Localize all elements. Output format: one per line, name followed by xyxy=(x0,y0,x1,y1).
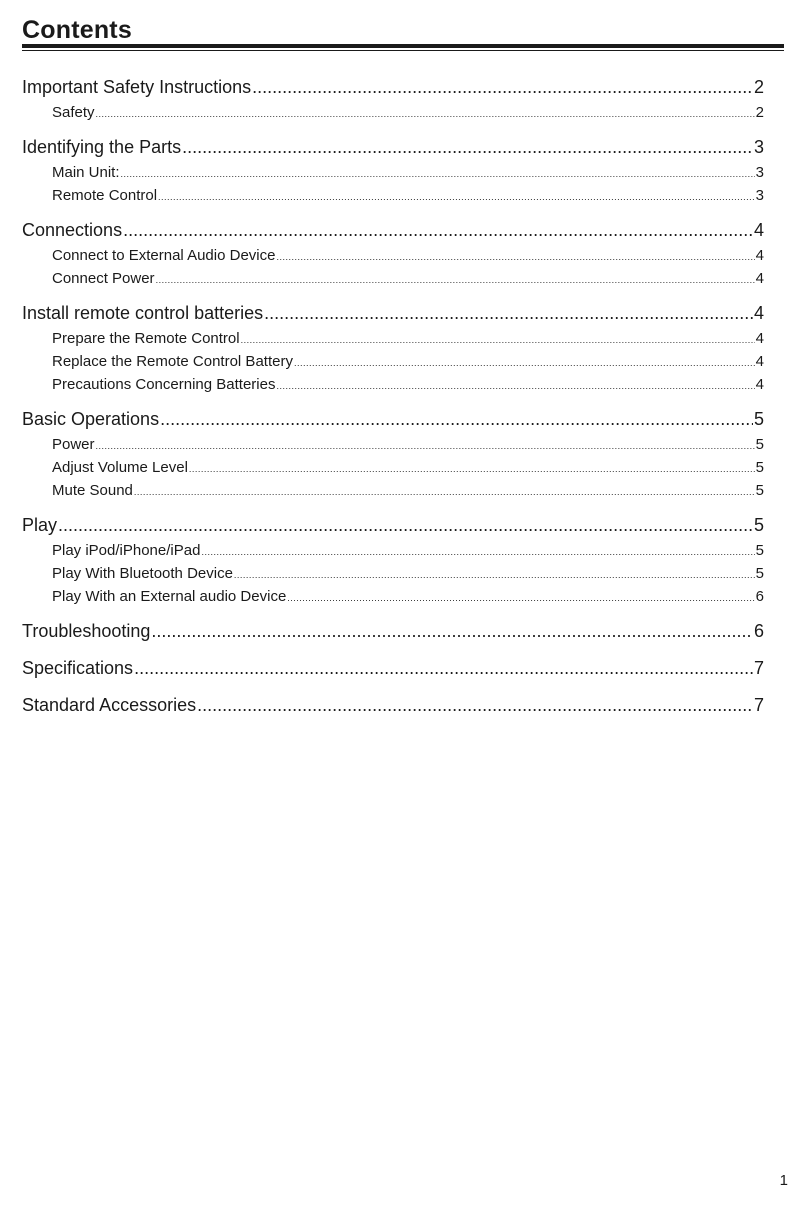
toc-entry-sub[interactable] xyxy=(22,373,764,396)
toc-entry-title: Standard Accessories xyxy=(22,695,197,715)
dot-leader xyxy=(201,539,754,564)
toc-entry-sub[interactable] xyxy=(22,479,764,502)
toc-entry-main[interactable] xyxy=(22,74,764,101)
toc-page-number: 6 xyxy=(755,588,764,605)
toc-subentry-label: Main Unit: xyxy=(52,164,120,181)
toc-subentry-label: Remote Control xyxy=(52,187,158,204)
dot-leader xyxy=(158,184,755,209)
dot-leader xyxy=(182,134,753,161)
toc-subentry-label: Prepare the Remote Control xyxy=(52,330,240,347)
toc-entry-sub[interactable] xyxy=(22,244,764,267)
toc-entry-title: Specifications xyxy=(22,658,134,678)
dot-leader xyxy=(276,244,754,269)
toc-entry-title: Identifying the Parts xyxy=(22,137,182,157)
dot-leader xyxy=(264,300,753,327)
toc-entry-main[interactable] xyxy=(22,655,764,682)
toc-page-number: 7 xyxy=(753,695,764,715)
toc-page-number: 5 xyxy=(755,542,764,559)
dot-leader xyxy=(134,479,755,504)
page-title: Contents xyxy=(22,16,132,44)
dot-leader xyxy=(276,373,754,398)
toc-section xyxy=(22,217,764,290)
toc-subentry-label: Connect Power xyxy=(52,270,155,287)
toc-subentry-label: Play iPod/iPhone/iPad xyxy=(52,542,201,559)
dot-leader xyxy=(123,217,753,244)
toc-subentry-label: Power xyxy=(52,436,95,453)
toc-page-number: 5 xyxy=(755,482,764,499)
dot-leader xyxy=(134,655,753,682)
dot-leader xyxy=(241,327,755,352)
dot-leader xyxy=(252,74,753,101)
table-of-contents xyxy=(22,74,764,729)
dot-leader xyxy=(96,433,755,458)
toc-subentry-label: Safety xyxy=(52,104,95,121)
toc-entry-sub[interactable] xyxy=(22,562,764,585)
toc-page-number: 3 xyxy=(755,164,764,181)
toc-entry-main[interactable] xyxy=(22,692,764,719)
toc-page-number: 5 xyxy=(755,565,764,582)
dot-leader xyxy=(189,456,755,481)
dot-leader xyxy=(121,161,755,186)
toc-page-number: 5 xyxy=(753,515,764,535)
title-rule-thin xyxy=(22,50,784,51)
toc-page-number: 5 xyxy=(753,409,764,429)
toc-page-number: 6 xyxy=(753,621,764,641)
toc-section xyxy=(22,134,764,207)
dot-leader xyxy=(234,562,755,587)
toc-page-number: 4 xyxy=(753,220,764,240)
page-number: 1 xyxy=(779,1172,788,1189)
toc-subentry-label: Connect to External Audio Device xyxy=(52,247,276,264)
toc-section xyxy=(22,512,764,608)
toc-page-number: 5 xyxy=(755,459,764,476)
toc-entry-main[interactable] xyxy=(22,406,764,433)
toc-entry-main[interactable] xyxy=(22,300,764,327)
toc-page-number: 4 xyxy=(755,376,764,393)
toc-entry-sub[interactable] xyxy=(22,433,764,456)
toc-section xyxy=(22,655,764,682)
toc-page-number: 3 xyxy=(755,187,764,204)
toc-subentry-label: Play With Bluetooth Device xyxy=(52,565,233,582)
toc-entry-sub[interactable] xyxy=(22,456,764,479)
title-rule xyxy=(22,44,784,48)
toc-subentry-label: Mute Sound xyxy=(52,482,133,499)
toc-section xyxy=(22,300,764,396)
toc-subentry-label: Replace the Remote Control Battery xyxy=(52,353,293,370)
toc-entry-title: Connections xyxy=(22,220,123,240)
dot-leader xyxy=(197,692,753,719)
toc-entry-title: Troubleshooting xyxy=(22,621,151,641)
toc-page-number: 4 xyxy=(755,247,764,264)
toc-entry-sub[interactable] xyxy=(22,327,764,350)
toc-entry-main[interactable] xyxy=(22,134,764,161)
toc-page-number: 2 xyxy=(753,77,764,97)
toc-entry-sub[interactable] xyxy=(22,161,764,184)
toc-subentry-label: Play With an External audio Device xyxy=(52,588,287,605)
toc-page-number: 3 xyxy=(753,137,764,157)
toc-section xyxy=(22,74,764,124)
toc-entry-sub[interactable] xyxy=(22,267,764,290)
toc-section xyxy=(22,406,764,502)
toc-page-number: 4 xyxy=(753,303,764,323)
toc-page-number: 2 xyxy=(755,104,764,121)
toc-entry-main[interactable] xyxy=(22,512,764,539)
dot-leader xyxy=(96,101,755,126)
dot-leader xyxy=(160,406,753,433)
dot-leader xyxy=(151,618,753,645)
toc-entry-main[interactable] xyxy=(22,618,764,645)
toc-entry-main[interactable] xyxy=(22,217,764,244)
dot-leader xyxy=(156,267,755,292)
toc-page-number: 4 xyxy=(755,270,764,287)
dot-leader xyxy=(58,512,753,539)
toc-entry-sub[interactable] xyxy=(22,101,764,124)
toc-subentry-label: Precautions Concerning Batteries xyxy=(52,376,276,393)
toc-entry-sub[interactable] xyxy=(22,539,764,562)
toc-entry-sub[interactable] xyxy=(22,184,764,207)
toc-section xyxy=(22,618,764,645)
toc-entry-title: Play xyxy=(22,515,58,535)
toc-entry-title: Install remote control batteries xyxy=(22,303,264,323)
toc-page-number: 4 xyxy=(755,330,764,347)
dot-leader xyxy=(287,585,754,610)
toc-entry-sub[interactable] xyxy=(22,350,764,373)
toc-page-number: 5 xyxy=(755,436,764,453)
toc-entry-sub[interactable] xyxy=(22,585,764,608)
toc-page-number: 7 xyxy=(753,658,764,678)
dot-leader xyxy=(294,350,755,375)
toc-subentry-label: Adjust Volume Level xyxy=(52,459,188,476)
toc-section xyxy=(22,692,764,719)
toc-entry-title: Basic Operations xyxy=(22,409,160,429)
toc-page-number: 4 xyxy=(755,353,764,370)
toc-entry-title: Important Safety Instructions xyxy=(22,77,252,97)
